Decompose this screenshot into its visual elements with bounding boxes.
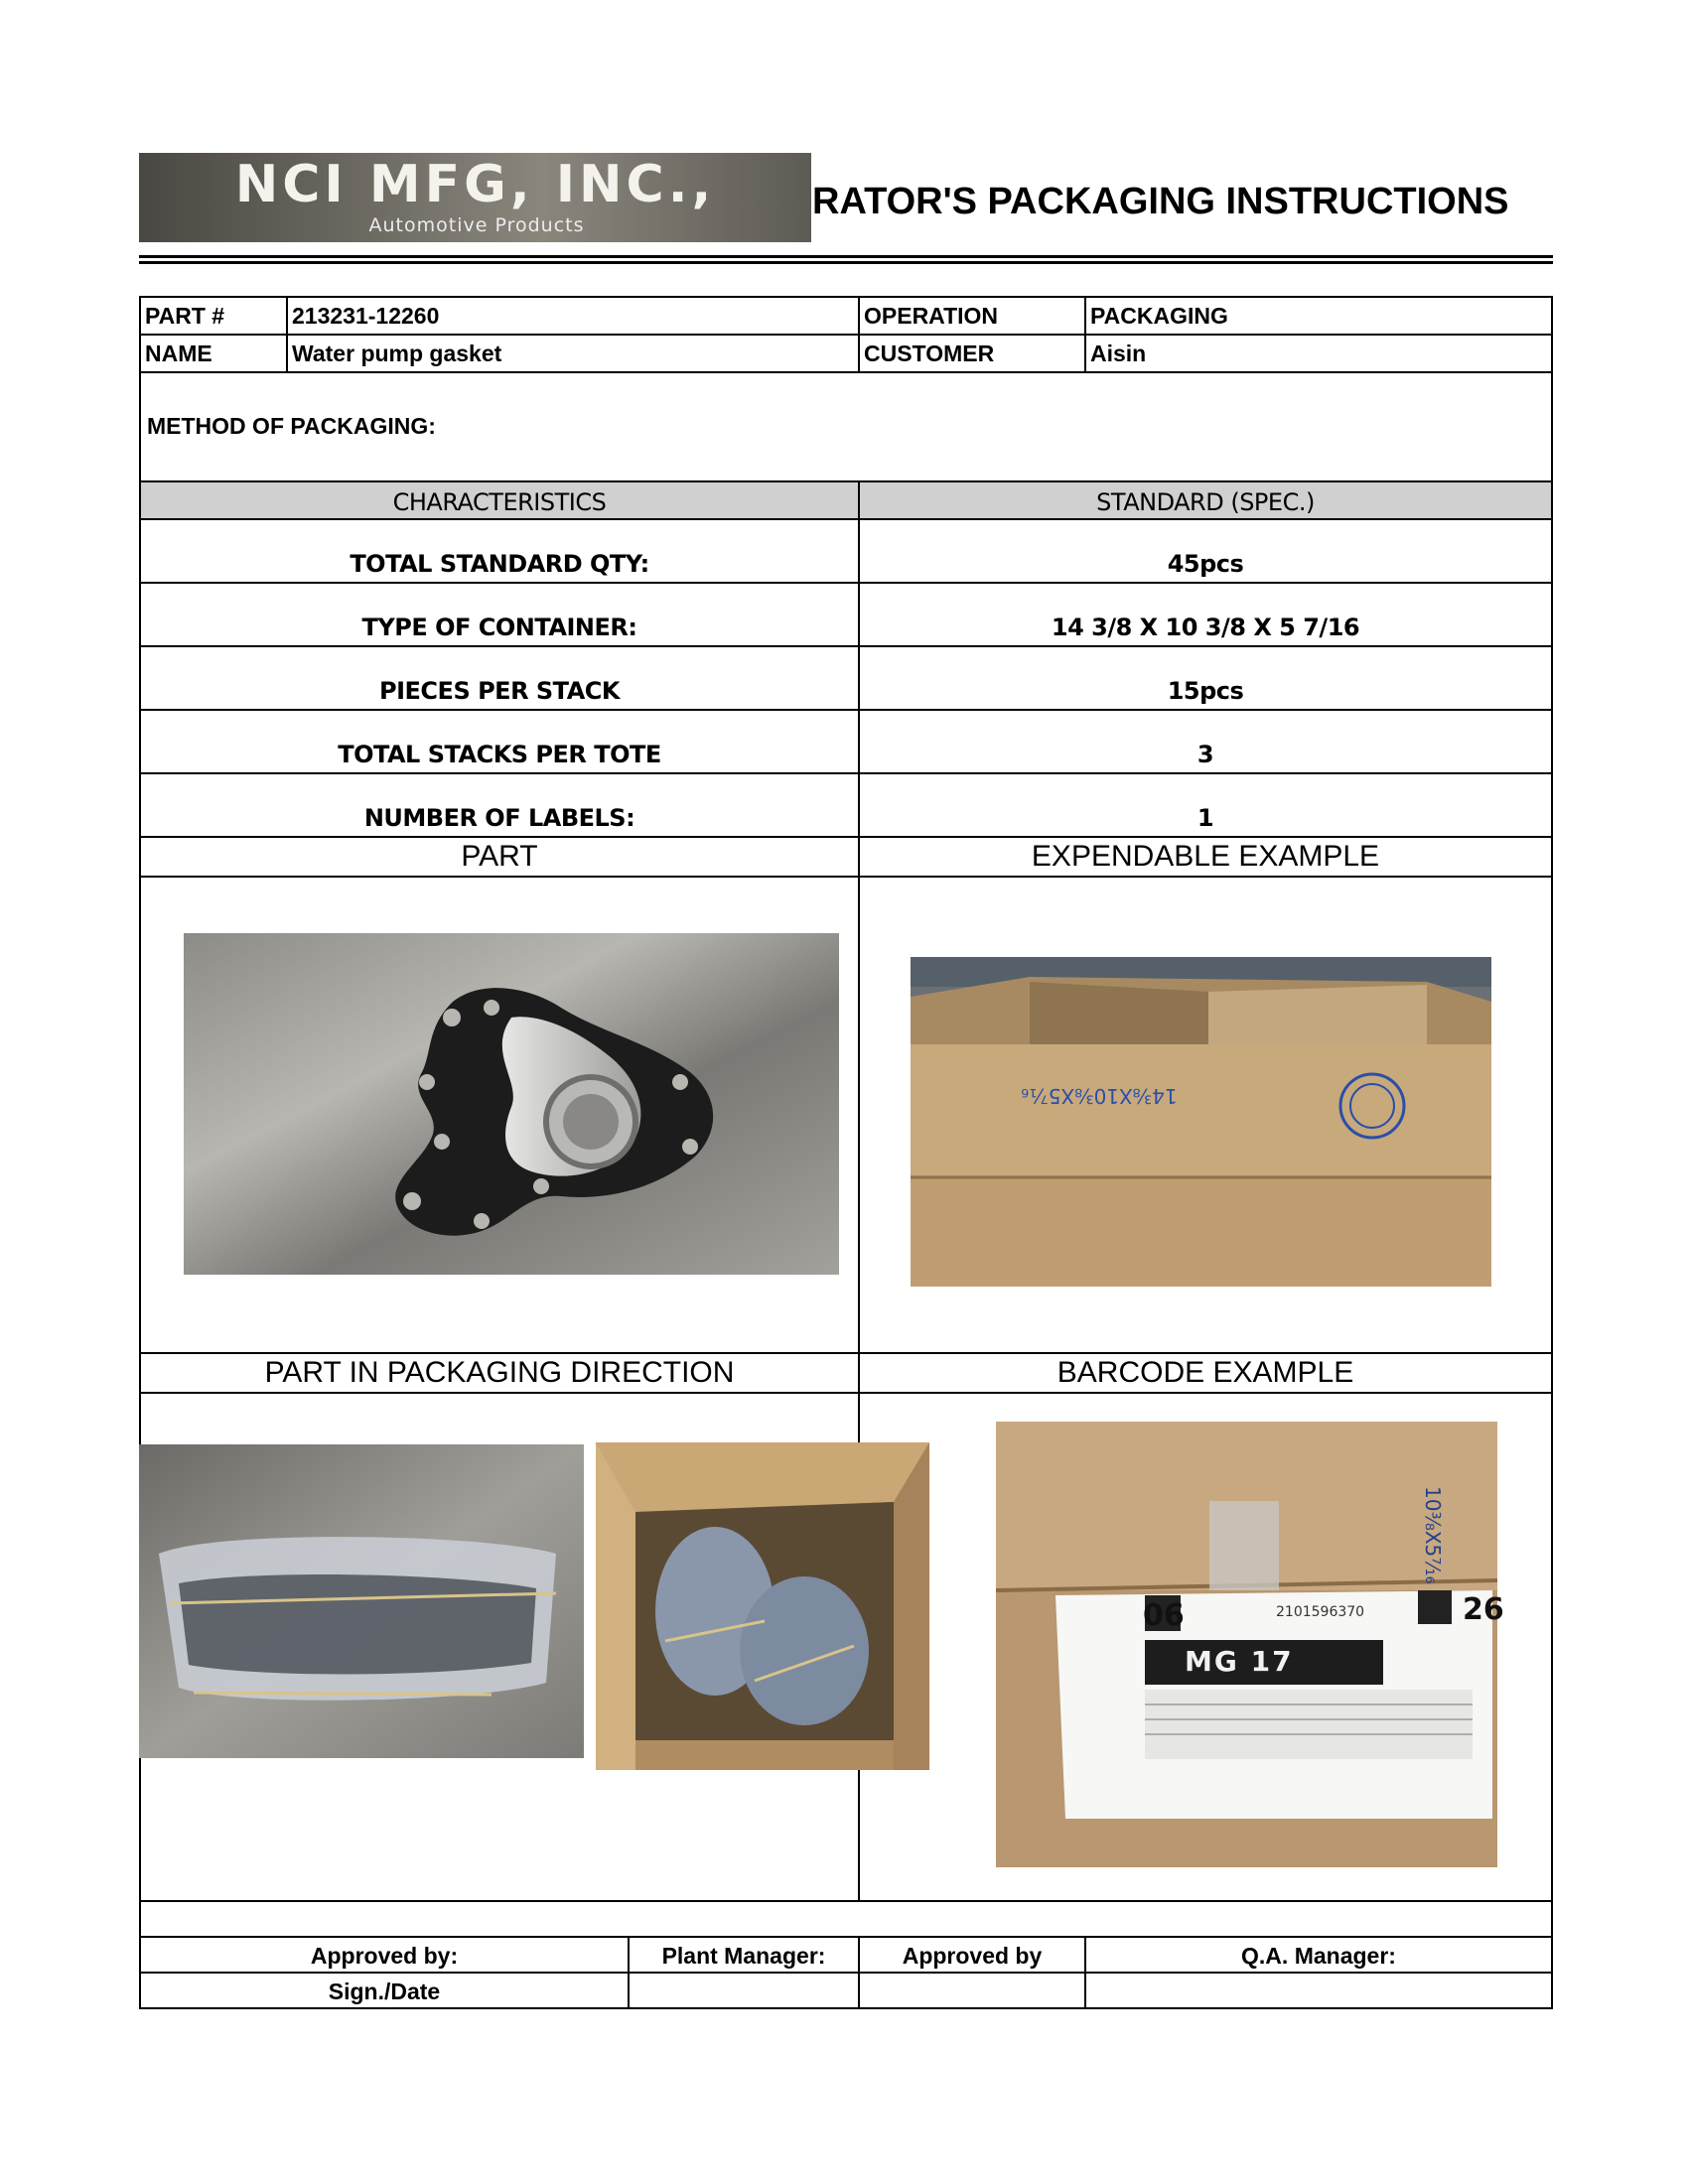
char-value-type-of-container: 14 3/8 X 10 3/8 X 5 7/16 [1051,614,1360,641]
parts-in-box-photo [596,1442,929,1770]
characteristics-header-cell [139,480,860,520]
approved-by-cell [139,1936,630,1974]
direction-section-header-cell [139,1352,860,1394]
box-dimension-print: 14⅜X10⅜X5⁷⁄₁₆ [1021,1084,1178,1108]
customer-value: Aisin [1090,341,1147,366]
char-value-pieces-per-stack: 15pcs [1167,677,1244,705]
operation-label: OPERATION [864,303,999,329]
operation-value: PACKAGING [1090,303,1228,329]
label-right-number: 26 [1463,1592,1504,1627]
barcode-label-photo [996,1422,1504,1867]
approved-by-label: Approved by: [310,1943,459,1969]
gasket-image [184,933,839,1275]
customer-label: CUSTOMER [864,341,995,366]
customer-label-cell [858,334,1086,373]
barcode-section-header-cell [858,1352,1553,1394]
sign-date-label: Sign./Date [328,1979,441,2004]
logo-subtitle: Automotive Products [368,214,585,236]
part-number-value-cell [286,296,860,336]
expendable-section-title: EXPENDABLE EXAMPLE [1031,840,1380,873]
qa-manager-cell [1084,1936,1553,1974]
name-value-cell [286,334,860,373]
char-value-number-of-labels: 1 [1196,804,1214,832]
company-logo [139,153,811,242]
char-row-5-value-cell [858,772,1553,838]
char-value-total-stacks-per-tote: 3 [1196,741,1214,768]
approved-by-2-cell [858,1936,1086,1974]
method-of-packaging-cell [139,371,1553,482]
char-row-5-label-cell [139,772,860,838]
part-number-label: PART # [145,303,225,329]
char-label-pieces-per-stack: PIECES PER STACK [379,677,620,705]
bubble-wrap-image [139,1444,584,1758]
expendable-box-photo [911,957,1491,1287]
standard-spec-header: STANDARD (SPEC.) [1096,488,1315,516]
name-label: NAME [145,341,212,366]
char-row-1-label-cell [139,518,860,584]
plant-manager-label: Plant Manager: [661,1943,826,1969]
char-row-1-value-cell [858,518,1553,584]
expendable-section-header-cell [858,836,1553,878]
part-number-value: 213231-12260 [292,303,440,329]
operation-label-cell [858,296,1086,336]
qa-manager-signature-field[interactable] [1084,1972,1553,2009]
part-section-header-cell [139,836,860,878]
part-number-label-cell [139,296,288,336]
char-row-3-label-cell [139,645,860,711]
char-label-type-of-container: TYPE OF CONTAINER: [361,614,637,641]
box-corner-print: 10⅜X5⁷⁄₁₆ [1421,1486,1445,1584]
name-value: Water pump gasket [292,341,502,366]
cardboard-box-image [911,957,1491,1287]
parts-in-box-image [596,1442,929,1770]
method-of-packaging-label: METHOD OF PACKAGING: [147,413,436,439]
spacer-row [139,1900,1553,1938]
direction-section-title: PART IN PACKAGING DIRECTION [264,1356,735,1389]
approved-by-2-signature-field[interactable] [858,1972,1086,2009]
sign-date-cell [139,1972,630,2009]
label-code: MG 17 [1185,1645,1294,1678]
char-label-number-of-labels: NUMBER OF LABELS: [363,804,635,832]
label-left-number: 06 [1143,1598,1185,1633]
logo-company-name: NCI MFG, INC., [234,155,716,214]
char-label-total-stacks-per-tote: TOTAL STACKS PER TOTE [338,741,661,768]
characteristics-header: CHARACTERISTICS [392,488,607,516]
qa-manager-label: Q.A. Manager: [1241,1943,1396,1969]
char-row-4-value-cell [858,709,1553,774]
bubble-wrapped-parts-photo [139,1444,584,1758]
char-row-2-label-cell [139,582,860,647]
label-serial-number: 2101596370 [1276,1604,1365,1620]
plant-manager-cell [628,1936,860,1974]
header-rule-top [139,255,1553,258]
header-rule-bottom [139,261,1553,264]
document-title: RATOR'S PACKAGING INSTRUCTIONS [812,181,1509,222]
operation-value-cell [1084,296,1553,336]
part-photo [184,933,839,1275]
char-row-4-label-cell [139,709,860,774]
customer-value-cell [1084,334,1553,373]
char-row-3-value-cell [858,645,1553,711]
barcode-section-title: BARCODE EXAMPLE [1056,1356,1354,1389]
part-section-title: PART [461,840,538,873]
name-label-cell [139,334,288,373]
char-row-2-value-cell [858,582,1553,647]
char-value-total-standard-qty: 45pcs [1167,550,1244,578]
approved-by-2-label: Approved by [902,1943,1043,1969]
plant-manager-signature-field[interactable] [628,1972,860,2009]
char-label-total-standard-qty: TOTAL STANDARD QTY: [350,550,649,578]
standard-spec-header-cell [858,480,1553,520]
